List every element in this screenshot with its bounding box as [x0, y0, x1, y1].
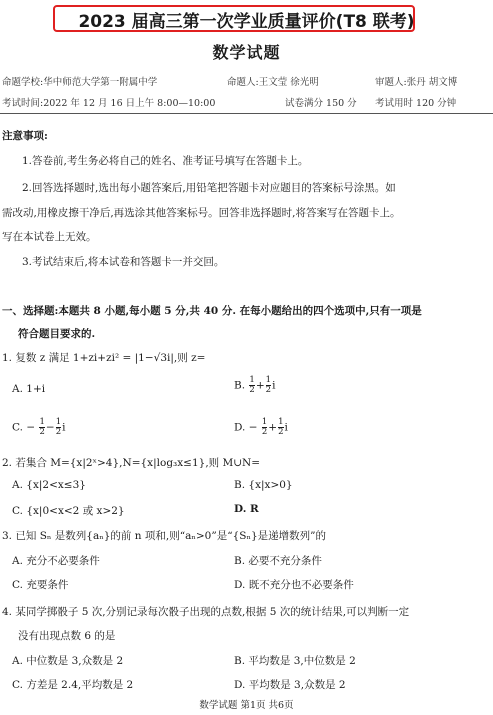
section-heading-line2: 符合题目要求的. — [18, 328, 96, 340]
info-school: 命题学校:华中师范大学第一附属中学 — [2, 77, 158, 88]
q1-option-c: C. − $\frac{1}{2}$ − $\frac{1}{2}$ i — [12, 417, 66, 437]
q1-c-frac-2: $\frac{1}{2}$ — [55, 417, 62, 437]
q2-stem: 2. 若集合 M={x|2ˣ>4},N={x|log₃x≤1},则 M∪N= — [2, 457, 261, 469]
q1-stem: 1. 复数 z 满足 1+zi+zi² = |1−√3i|,则 z= — [2, 352, 206, 364]
q1-option-a: A. 1+i — [12, 383, 46, 395]
q3-stem: 3. 已知 Sₙ 是数列{aₙ}的前 n 项和,则“aₙ>0”是“{Sₙ}是递增数列”的 — [2, 530, 327, 542]
notice-item-3: 3.考试结束后,将本试卷和答题卡一并交回。 — [22, 256, 225, 268]
q3-option-b: B. 必要不充分条件 — [234, 555, 322, 567]
section-heading-line1: 一、选择题:本题共 8 小题,每小题 5 分,共 40 分. 在每小题给出的四个选项中,只有一项是 — [2, 305, 422, 317]
page-footer: 数学试题 第1页 共6页 — [199, 700, 294, 711]
q1-b-frac-2: $\frac{1}{2}$ — [265, 375, 272, 395]
notice-item-2-line2: 需改动,用橡皮擦干净后,再选涂其他答案标号。回答非选择题时,将答案写在答题卡上。 — [2, 207, 401, 219]
notice-item-2-line1: 2.回答选择题时,选出每小题答案后,用铅笔把答题卡对应题目的答案标号涂黑。如 — [22, 182, 396, 194]
q3-option-a: A. 充分不必要条件 — [12, 555, 100, 567]
q4-option-c: C. 方差是 2.4,平均数是 2 — [12, 679, 134, 691]
info-score: 试卷满分 150 分 — [285, 98, 357, 109]
q3-option-d: D. 既不充分也不必要条件 — [234, 579, 354, 591]
info-reviewer: 审题人:张丹 胡文博 — [375, 77, 458, 88]
q4-option-b: B. 平均数是 3,中位数是 2 — [234, 655, 356, 667]
notice-item-2-line3: 写在本试卷上无效。 — [2, 231, 97, 243]
exam-title: 2023 届高三第一次学业质量评价(T8 联考) — [78, 12, 415, 32]
divider — [0, 113, 493, 114]
q1-option-d: D. − $\frac{1}{2}$ + $\frac{1}{2}$ i — [234, 417, 288, 437]
q2-option-a: A. {x|2<x≤3} — [12, 479, 86, 491]
q1-option-b: B. $\frac{1}{2}$ + $\frac{1}{2}$ i — [234, 375, 276, 395]
q4-option-a: A. 中位数是 3,众数是 2 — [12, 655, 124, 667]
q1-b-frac-1: $\frac{1}{2}$ — [249, 375, 255, 395]
q1-d-frac-1: $\frac{1}{2}$ — [261, 417, 268, 437]
notice-item-1: 1.答卷前,考生务必将自己的姓名、准考证号填写在答题卡上。 — [22, 155, 309, 167]
q4-stem-line1: 4. 某同学掷骰子 5 次,分别记录每次骰子出现的点数,根据 5 次的统计结果,可以判断一定 — [2, 606, 410, 618]
q1-d-frac-2: $\frac{1}{2}$ — [278, 417, 284, 437]
q1-c-frac-1: $\frac{1}{2}$ — [39, 417, 45, 437]
q3-option-c: C. 充要条件 — [12, 579, 69, 591]
info-duration: 考试用时 120 分钟 — [375, 98, 457, 109]
info-setter: 命题人:王文莹 徐光明 — [227, 77, 319, 88]
q4-stem-line2: 没有出现点数 6 的是 — [18, 630, 116, 642]
paper-subtitle: 数学试题 — [212, 43, 281, 62]
q4-option-d: D. 平均数是 3,众数是 2 — [234, 679, 346, 691]
notice-title: 注意事项: — [2, 130, 48, 142]
q2-option-d: D. R — [234, 503, 259, 515]
q2-option-c: C. {x|0<x<2 或 x>2} — [12, 505, 125, 517]
info-time: 考试时间:2022 年 12 月 16 日上午 8:00—10:00 — [2, 98, 216, 109]
q2-option-b: B. {x|x>0} — [234, 479, 293, 491]
